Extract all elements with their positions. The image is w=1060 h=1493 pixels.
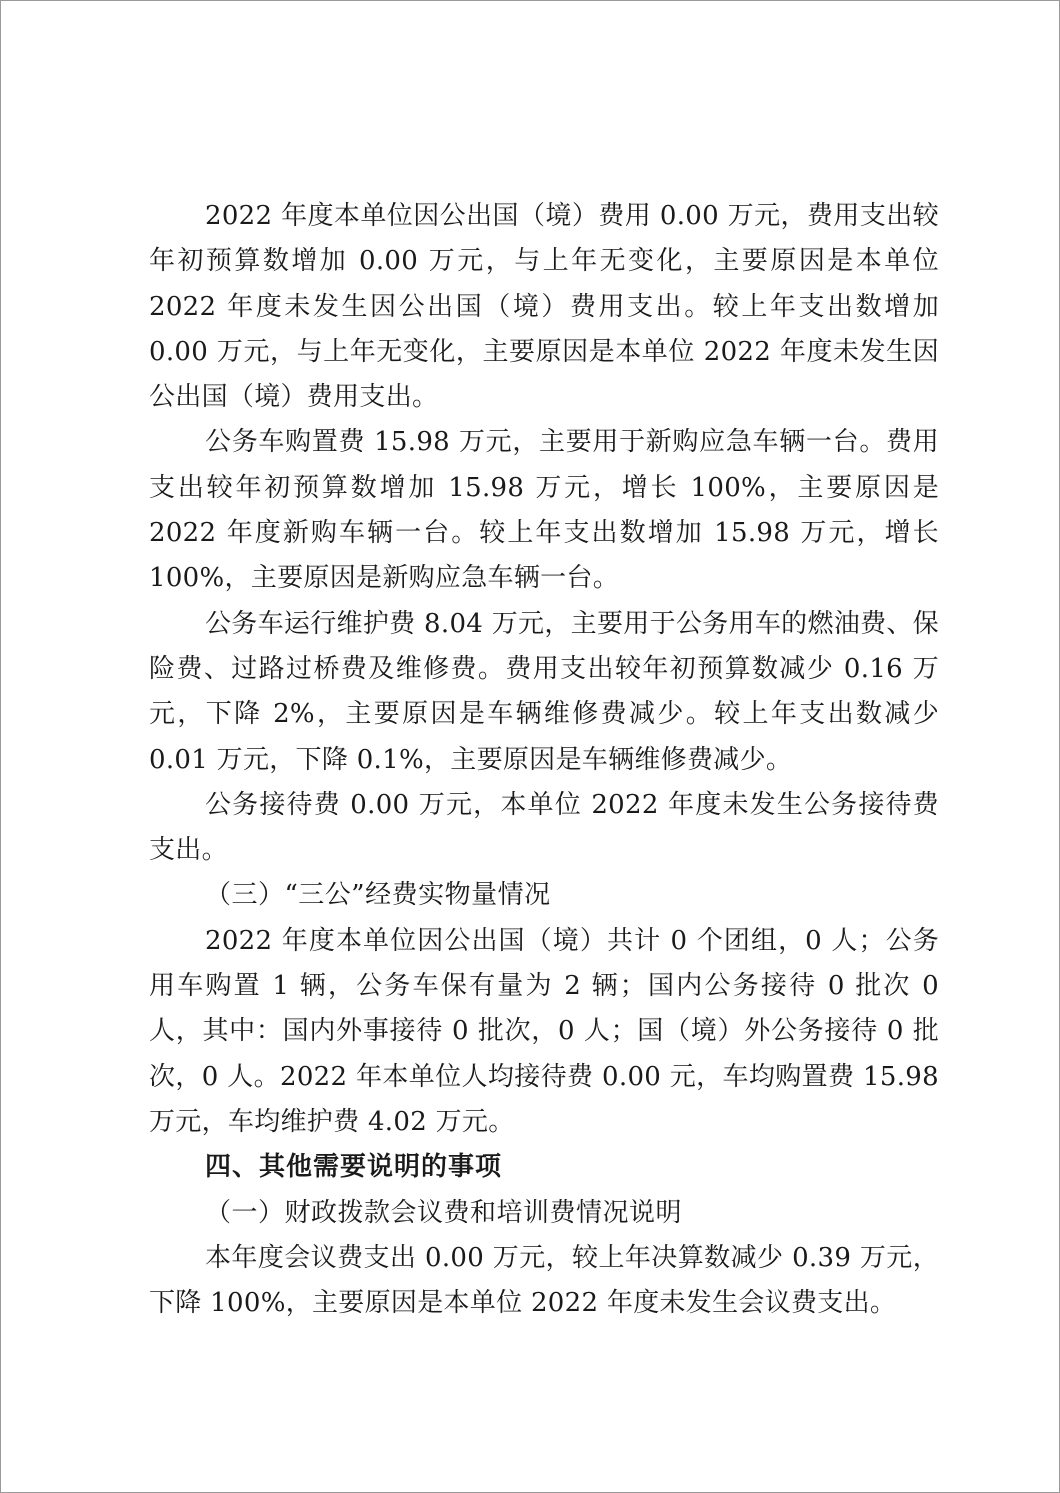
paragraph-physical-quantity: 2022 年度本单位因公出国（境）共计 0 个团组，0 人；公务用车购置 1 辆，公务车保有量为 2 辆；国内公务接待 0 批次 0 人，其中：国内外事接待 0 批次，0 人；国（境）外公务接待 0 批次，0 人。2022 年本单位人均接待费 0.00 元，车均购置费 15.98 万元，车均维护费 4.02 万元。: [149, 925, 939, 1137]
paragraph-vehicle-purchase: 公务车购置费 15.98 万元，主要用于新购应急车辆一台。费用支出较年初预算数增加 15.98 万元，增长 100%，主要原因是 2022 年度新购车辆一台。较上年支出数增加 15.98 万元，增长 100%，主要原因是新购应急车辆一台。: [149, 427, 939, 594]
paragraph-meeting-fee: 本年度会议费支出 0.00 万元，较上年决算数减少 0.39 万元，下降 100%，主要原因是本单位 2022 年度未发生会议费支出。: [149, 1242, 939, 1319]
document-body: [149, 194, 939, 1326]
paragraph-vehicle-maintenance: 公务车运行维护费 8.04 万元，主要用于公务用车的燃油费、保险费、过路过桥费及维修费。费用支出较年初预算数减少 0.16 万元，下降 2%，主要原因是车辆维修费减少。较上年支出数减少 0.01 万元，下降 0.1%，主要原因是车辆维修费减少。: [149, 608, 939, 775]
section-subheading-physical-quantity: （三）“三公”经费实物量情况: [205, 880, 551, 911]
paragraph-reception: 公务接待费 0.00 万元，本单位 2022 年度未发生公务接待费支出。: [149, 789, 939, 866]
paragraph-travel-abroad: 2022 年度本单位因公出国（境）费用 0.00 万元，费用支出较年初预算数增加 0.00 万元，与上年无变化，主要原因是本单位 2022 年度未发生因公出国（境）费用支出。较上年支出数增加 0.00 万元，与上年无变化，主要原因是本单位 2022 年度未发生因公出国（境）费用支出。: [149, 201, 939, 413]
section-heading-other-matters: 四、其他需要说明的事项: [205, 1152, 503, 1183]
section-subheading-meeting-training: （一）财政拨款会议费和培训费情况说明: [205, 1197, 683, 1228]
